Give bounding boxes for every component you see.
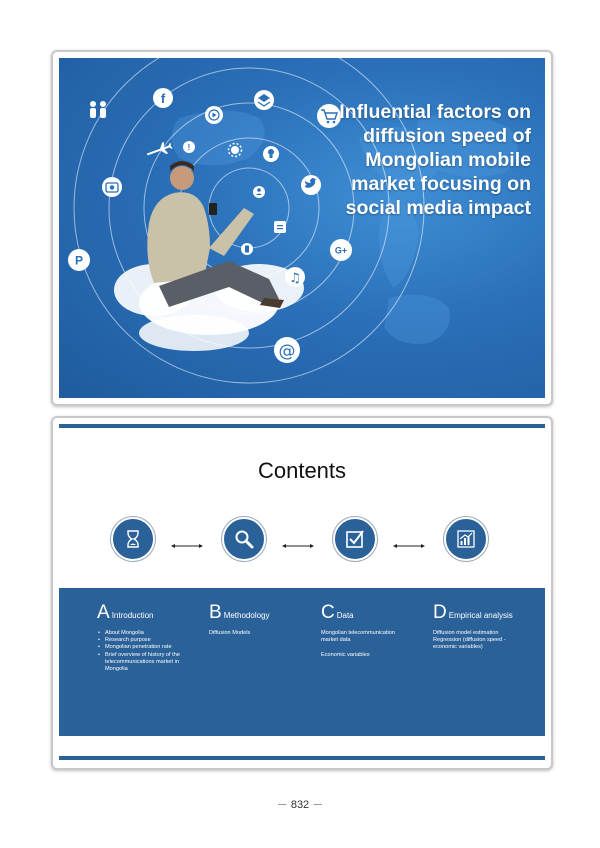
magnifier-icon xyxy=(222,517,266,561)
twitter-icon xyxy=(301,175,321,195)
sections-panel xyxy=(59,588,545,736)
section-line: Mongolian telecommunication market data xyxy=(321,630,396,644)
section-line: Regression (diffusion speed - economic variables) xyxy=(433,637,506,651)
arrow-connector xyxy=(171,537,203,545)
bullet-item: • Brief overview of history of the telecommunications market in Mongolia xyxy=(105,652,189,674)
contents-slide xyxy=(51,416,553,770)
bullet-item: • About Mongolia xyxy=(105,630,189,637)
section-letter: A xyxy=(97,602,110,623)
bullet-item: • Research purpose xyxy=(105,637,189,644)
bottom-rule xyxy=(59,756,545,760)
title-line: social media impact xyxy=(345,197,531,219)
section-lines xyxy=(433,630,523,652)
contents-title: Contents xyxy=(257,458,347,483)
section-line: Diffusion model estimation xyxy=(433,630,499,636)
play-icon xyxy=(205,106,223,124)
top-rule xyxy=(59,424,545,428)
google-plus-icon xyxy=(330,239,352,261)
man-with-phone xyxy=(147,161,284,308)
chat-icon xyxy=(274,221,286,233)
bullet-item: • Mongolian penetration rate xyxy=(105,644,189,651)
checkbox-icon xyxy=(333,517,377,561)
layers-icon xyxy=(254,90,274,110)
hero-banner xyxy=(59,58,545,398)
airplane-icon xyxy=(145,140,174,160)
info-icon xyxy=(183,141,195,153)
page-number: － 832 － xyxy=(276,799,324,811)
section-letter: D xyxy=(433,602,447,623)
section-name: Methodology xyxy=(223,611,270,620)
section-empirical-analysis xyxy=(433,602,523,652)
person-icon xyxy=(253,186,265,198)
section-letter: B xyxy=(209,602,222,623)
section-bullets xyxy=(97,630,189,673)
google-plus-glyph: G+ xyxy=(334,245,348,256)
section-line xyxy=(321,644,399,651)
section-letter: C xyxy=(321,602,335,623)
bar-chart-icon xyxy=(444,517,488,561)
title-line: market focusing on xyxy=(351,173,531,195)
section-name: Empirical analysis xyxy=(448,611,513,620)
section-line: Diffusion Models xyxy=(209,630,251,636)
section-name: Data xyxy=(336,611,354,620)
facebook-glyph: f xyxy=(160,91,166,106)
arrow-connector xyxy=(282,537,314,545)
section-lines xyxy=(209,630,299,637)
title-line: Influential factors on xyxy=(339,101,531,123)
section-name: Introduction xyxy=(111,611,154,620)
at-icon xyxy=(274,337,300,363)
facebook-icon xyxy=(153,88,173,108)
title-line: Mongolian mobile xyxy=(365,149,531,171)
at-glyph: @ xyxy=(278,341,296,362)
section-methodology xyxy=(209,602,299,637)
info-glyph: ! xyxy=(187,143,191,152)
pinterest-icon xyxy=(68,249,90,271)
camera-icon xyxy=(102,177,122,197)
music-icon xyxy=(285,267,305,287)
title-line: diffusion speed of xyxy=(363,125,531,147)
hourglass-icon xyxy=(111,517,155,561)
bulb-icon xyxy=(263,146,279,162)
section-introduction xyxy=(97,602,189,673)
pinterest-glyph: P xyxy=(74,253,84,268)
music-glyph: ♫ xyxy=(289,271,301,286)
section-line: Economic variables xyxy=(321,651,370,658)
slide-title xyxy=(321,100,531,220)
mobile-icon xyxy=(241,243,253,255)
people-icon xyxy=(90,101,106,118)
arrow-connector xyxy=(393,537,425,545)
section-lines xyxy=(321,630,399,659)
title-slide xyxy=(51,50,553,406)
section-data xyxy=(321,602,399,659)
